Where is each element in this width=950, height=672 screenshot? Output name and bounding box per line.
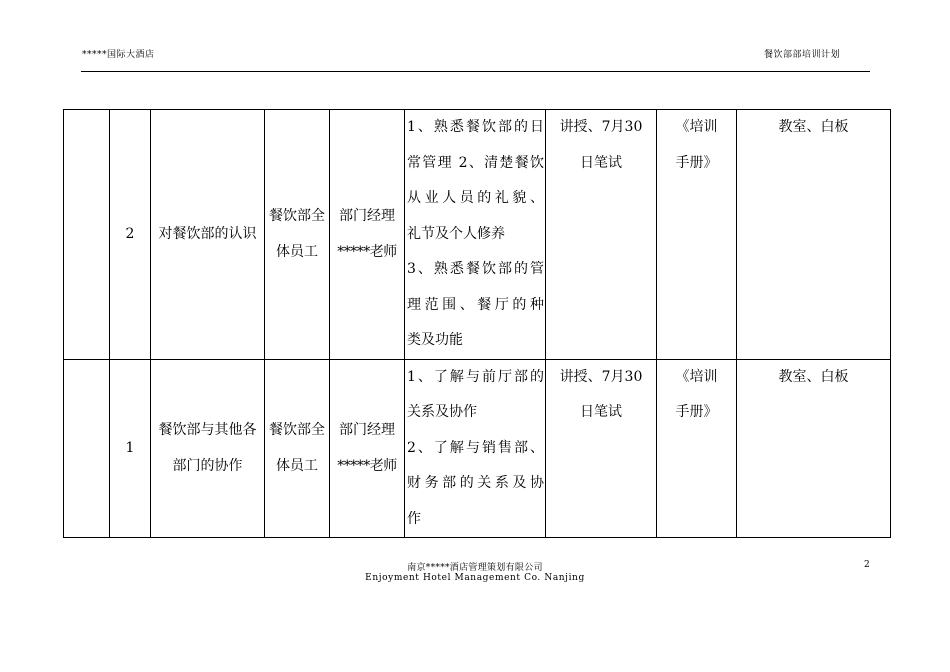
content-line: 3、熟悉餐饮部的管 xyxy=(407,261,544,277)
lecturer-line: *****老师 xyxy=(337,244,397,261)
method-line: 日笔试 xyxy=(580,154,622,171)
content-line: 礼节及个人修养 xyxy=(407,225,505,242)
row-number: 1 xyxy=(110,359,151,538)
content-line: 关系及协作 xyxy=(407,404,477,420)
content-line: 作 xyxy=(407,510,421,527)
lecturer-line: *****老师 xyxy=(337,458,397,475)
content-line: 2、了解与销售部、 xyxy=(407,439,544,456)
lecturer-line: 部门经理 xyxy=(339,208,395,225)
table-row xyxy=(64,359,891,538)
content-line: 理范围、餐厅的种 xyxy=(407,296,544,313)
footer-company-cn: 南京*****酒店管理策划有限公司 xyxy=(407,563,543,573)
venue-equipment: 教室、白板 xyxy=(737,359,891,538)
audience-line: 体员工 xyxy=(276,244,318,261)
course-topic xyxy=(151,359,265,538)
venue-equipment: 教室、白板 xyxy=(737,110,891,360)
audience-line: 餐饮部全 xyxy=(269,422,325,439)
audience-line: 体员工 xyxy=(276,458,318,475)
topic-line: 餐饮部与其他各 xyxy=(158,422,257,439)
method-line: 讲授、7月30 xyxy=(559,119,643,135)
material-line: 手册》 xyxy=(675,404,718,420)
content-line: 财务部的关系及协 xyxy=(407,475,544,491)
blank-cell xyxy=(64,359,110,538)
header-document-title: 餐饮部部培训计划 xyxy=(763,50,840,60)
content-line: 从业人员的礼貌、 xyxy=(407,190,544,206)
training-material xyxy=(657,359,737,538)
material-line: 手册》 xyxy=(675,154,718,171)
training-plan-table xyxy=(63,109,891,538)
target-audience xyxy=(265,359,330,538)
training-method xyxy=(546,110,657,360)
method-line: 讲授、7月30 xyxy=(559,368,643,385)
blank-cell xyxy=(64,110,110,360)
lecturer xyxy=(330,110,405,360)
row-number: 2 xyxy=(110,110,151,360)
content-line: 1、了解与前厅部的 xyxy=(407,368,544,385)
content-line: 1、熟悉餐饮部的日 xyxy=(407,119,544,135)
content-line: 常管理 2、清楚餐饮 xyxy=(407,154,544,171)
method-line: 日笔试 xyxy=(580,404,622,420)
content-line: 类及功能 xyxy=(407,332,463,348)
material-line: 《培训 xyxy=(675,119,718,135)
course-content xyxy=(405,359,546,538)
footer-company-en: Enjoyment Hotel Management Co. Nanjing xyxy=(365,573,585,583)
lecturer xyxy=(330,359,405,538)
header-rule xyxy=(81,71,870,72)
lecturer-line: 部门经理 xyxy=(339,422,395,439)
course-content xyxy=(405,110,546,360)
page-number: 2 xyxy=(864,560,870,570)
training-method xyxy=(546,359,657,538)
training-material xyxy=(657,110,737,360)
header-hotel-name: *****国际大酒店 xyxy=(82,50,155,60)
target-audience xyxy=(265,110,330,360)
course-topic: 对餐饮部的认识 xyxy=(151,110,265,360)
table-row xyxy=(64,110,891,360)
audience-line: 餐饮部全 xyxy=(269,208,325,225)
topic-line: 部门的协作 xyxy=(172,458,243,475)
material-line: 《培训 xyxy=(675,368,718,385)
